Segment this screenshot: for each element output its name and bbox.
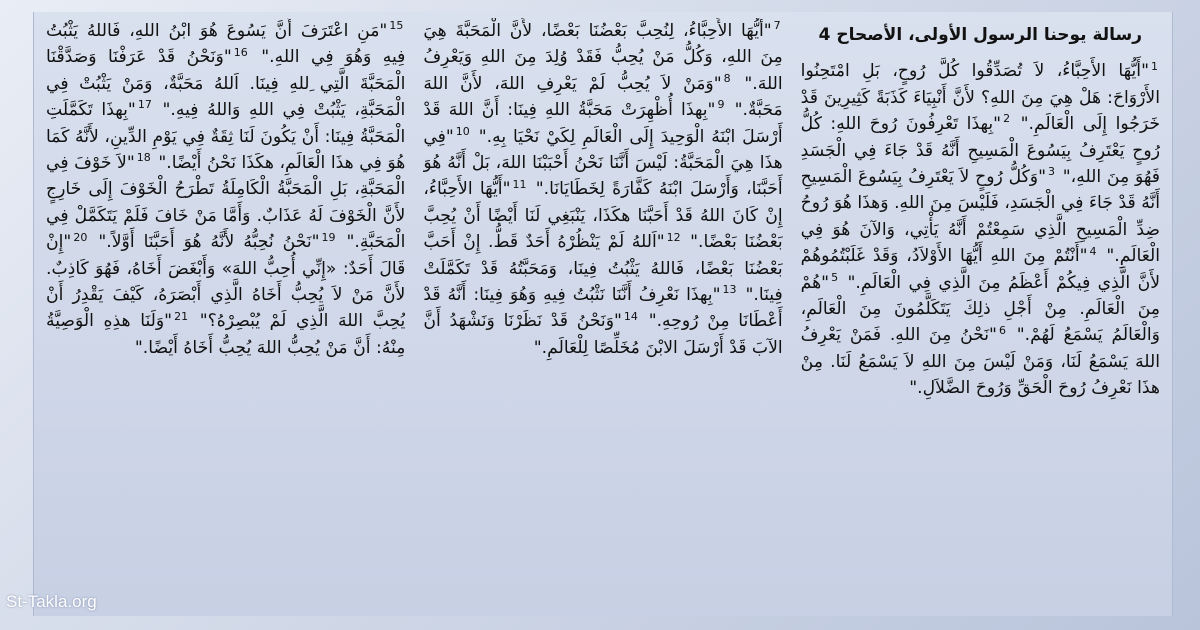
verse-number: 3 bbox=[1048, 165, 1055, 179]
verse-text: "وَكُلُّ رُوحٍ لاَ يَعْتَرِفُ بِيَسُوعَ الْمَسِيحِ أَنَّهُ قَدْ جَاءَ فِي الْجَسَدِ، فَلَيْسَ مِنَ اللهِ. وَهذَا هُوَ رُوحُ ضِدِّ الْمَسِيحِ الَّذِي سَمِعْتُمْ أَنَّهُ يَأْتِي، وَالآنَ هُوَ فِي الْعَالَمِ." bbox=[800, 167, 1160, 267]
verse-number: 15 bbox=[389, 19, 404, 33]
verse-number: 19 bbox=[321, 230, 336, 244]
verse-number: 8 bbox=[723, 72, 731, 86]
verse-text: "مَنِ اعْتَرَفَ أَنَّ يَسُوعَ هُوَ ابْنُ اللهِ، فَاللهُ يَثْبُتُ فِيهِ وَهُوَ فِي اللهِ." bbox=[46, 21, 406, 68]
chapter-title: رسالة يوحنا الرسول الأولى، الأصحاح 4 bbox=[818, 25, 1143, 45]
verse-text: "بِهذَا تَكَمَّلَتِ الْمَحَبَّةُ فِينَا: أَنْ يَكُونَ لَنَا ثِقَةٌ فِي يَوْمِ الدِّينِ، لأَنَّهُ كَمَا هُوَ فِي هذَا الْعَالَمِ، هكَذَا نَحْنُ أَيْضًا." bbox=[46, 100, 406, 174]
verse-number: 18 bbox=[136, 151, 151, 165]
verse-number: 12 bbox=[666, 230, 681, 244]
verse-number: 4 bbox=[1089, 244, 1097, 258]
verse-text: "أَيُّهَا الأَحِبَّاءُ، لاَ تُصَدِّقُوا كُلَّ رُوحٍ، بَلِ امْتَحِنُوا الأَرْوَاحَ: هَلْ هِيَ مِنَ اللهِ؟ لأَنَّ أَنْبِيَاءَ كَذَبَةً كَثِيرِينَ قَدْ خَرَجُوا إِلَى الْعَالَمِ." bbox=[800, 61, 1160, 135]
verse-number: 1 bbox=[1151, 59, 1158, 73]
verse-number: 5 bbox=[831, 270, 839, 284]
verse-text: "بِهذَا نَعْرِفُ أَنَّنَا نَثْبُتُ فِيهِ وَهُوَ فِينَا: أَنَّهُ قَدْ أَعْطَانَا مِنْ رُوحِهِ." bbox=[423, 285, 783, 332]
verse-number: 13 bbox=[722, 283, 737, 297]
verse-block bbox=[801, 58, 1160, 401]
verse-number: 11 bbox=[512, 177, 527, 191]
verse-number: 2 bbox=[1003, 112, 1011, 126]
verse-text: "لاَ خَوْفَ فِي الْمَحَبَّةِ، بَلِ الْمَحَبَّةُ الْكَامِلَةُ تَطْرَحُ الْخَوْفَ إِلَى خَارِجٍ لأَنَّ الْخَوْفَ لَهُ عَذَابٌ. وَأَمَّا مَنْ خَافَ فَلَمْ يَتَكَمَّلْ فِي الْمَحَبَّةِ." bbox=[46, 153, 406, 253]
verse-number: 14 bbox=[623, 309, 638, 323]
verse-text: "وَنَحْنُ قَدْ نَظَرْنَا وَنَشْهَدُ أَنَّ الآبَ قَدْ أَرْسَلَ الابْنَ مُخَلِّصًا لِلْعَالَمِ." bbox=[423, 311, 783, 358]
text-column-left bbox=[46, 18, 405, 616]
verse-block bbox=[46, 18, 405, 361]
verse-text: "إِنْ قَالَ أَحَدٌ: «إِنِّي أُحِبُّ اللهَ» وَأَبْغَضَ أَخَاهُ، فَهُوَ كَاذِبٌ. لأَنَّ مَنْ لاَ يُحِبُّ أَخَاهُ الَّذِي أَبْصَرَهُ، كَيْفَ يَقْدِرُ أَنْ يُحِبَّ اللهَ الَّذِي لَمْ يُبْصِرْهُ؟" bbox=[46, 232, 406, 332]
text-column-right bbox=[801, 18, 1160, 616]
verse-number: 16 bbox=[233, 45, 248, 59]
scripture-panel bbox=[33, 12, 1173, 616]
verse-text: "نَحْنُ نُحِبُّهُ لأَنَّهُ هُوَ أَحَبَّنَا أَوَّلاً." bbox=[98, 232, 320, 253]
verse-text: "نَحْنُ مِنَ اللهِ. فَمَنْ يَعْرِفُ اللهَ يَسْمَعُ لَنَا، وَمَنْ لَيْسَ مِنَ اللهِ لاَ يَسْمَعُ لَنَا. مِنْ هذَا نَعْرِفُ رُوحَ الْحَقِّ وَرُوحَ الضَّلاَلِ." bbox=[800, 325, 1160, 399]
verse-number: 17 bbox=[137, 98, 152, 112]
verse-number: 6 bbox=[998, 323, 1006, 337]
site-watermark: St-Takla.org bbox=[6, 592, 97, 611]
verse-text: "وَلَنَا هذِهِ الْوَصِيَّةُ مِنْهُ: أَنَّ مَنْ يُحِبُّ اللهَ يُحِبُّ أَخَاهُ أَيْضًا." bbox=[46, 311, 406, 358]
verse-text: "فِي هذَا هِيَ الْمَحَبَّةُ: لَيْسَ أَنَّنَا نَحْنُ أَحْبَبْنَا اللهَ، بَلْ أَنَّهُ هُوَ أَحَبَّنَا، وَأَرْسَلَ ابْنَهُ كَفَّارَةً لِخَطَايَانَا." bbox=[423, 126, 783, 200]
verse-text: "وَمَنْ لاَ يُحِبُّ لَمْ يَعْرِفِ اللهَ، لأَنَّ اللهَ مَحَبَّةٌ." bbox=[423, 73, 783, 121]
verse-number: 7 bbox=[773, 19, 781, 33]
verse-text: "اَللهُ لَمْ يَنْظُرْهُ أَحَدٌ قَطُّ. إِنْ أَحَبَّ بَعْضُنَا بَعْضًا، فَاللهُ يَثْبُتُ فِينَا، وَمَحَبَّتُهُ قَدْ تَكَمَّلَتْ فِينَا." bbox=[423, 232, 783, 306]
verse-number: 20 bbox=[73, 230, 88, 244]
verse-block bbox=[423, 18, 782, 361]
verse-text: "بِهذَا تَعْرِفُونَ رُوحَ اللهِ: كُلُّ رُوحٍ يَعْتَرِفُ بِيَسُوعَ الْمَسِيحِ أَنَّهُ قَدْ جَاءَ فِي الْجَسَدِ فَهُوَ مِنَ اللهِ،" bbox=[800, 114, 1160, 188]
verse-text: "وَنَحْنُ قَدْ عَرَفْنَا وَصَدَّقْنَا الْمَحَبَّةَ الَّتِي ِللهِ فِينَا. اَللهُ مَحَبَّةٌ، وَمَنْ يَثْبُتْ فِي الْمَحَبَّةِ، يَثْبُتْ فِي اللهِ وَاللهُ فِيهِ." bbox=[46, 47, 406, 121]
text-column-middle bbox=[423, 18, 782, 616]
verse-text: "بِهذَا أُظْهِرَتْ مَحَبَّةُ اللهِ فِينَا: أَنَّ اللهَ قَدْ أَرْسَلَ ابْنَهُ الْوَحِيدَ إِلَى الْعَالَمِ لِكَيْ نَحْيَا بِهِ." bbox=[423, 100, 783, 147]
verse-text: "أَنْتُمْ مِنَ اللهِ أَيُّهَا الأَوْلاَدُ، وَقَدْ غَلَبْتُمُوهُمْ لأَنَّ الَّذِي فِيكُمْ أَعْظَمُ مِنَ الَّذِي فِي الْعَالَمِ." bbox=[800, 246, 1160, 293]
verse-text: "أَيُّهَا الأَحِبَّاءُ، إِنْ كَانَ اللهُ قَدْ أَحَبَّنَا هكَذَا، يَنْبَغِي لَنَا أَيْضًا أَنْ يُحِبَّ بَعْضُنَا بَعْضًا." bbox=[423, 179, 783, 253]
verse-number: 10 bbox=[455, 124, 470, 138]
verse-number: 21 bbox=[174, 309, 189, 323]
verse-number: 9 bbox=[717, 98, 725, 112]
verse-text: "أَيُّهَا الأَحِبَّاءُ، لِنُحِبَّ بَعْضُنَا بَعْضًا، لأَنَّ الْمَحَبَّةَ هِيَ مِنَ اللهِ، وَكُلُّ مَنْ يُحِبُّ فَقَدْ وُلِدَ مِنَ اللهِ وَيَعْرِفُ اللهَ." bbox=[423, 21, 783, 94]
verse-text: "هُمْ مِنَ الْعَالَمِ. مِنْ أَجْلِ ذلِكَ يَتَكَلَّمُونَ مِنَ الْعَالَمِ، وَالْعَالَمُ يَسْمَعُ لَهُمْ." bbox=[800, 272, 1160, 346]
